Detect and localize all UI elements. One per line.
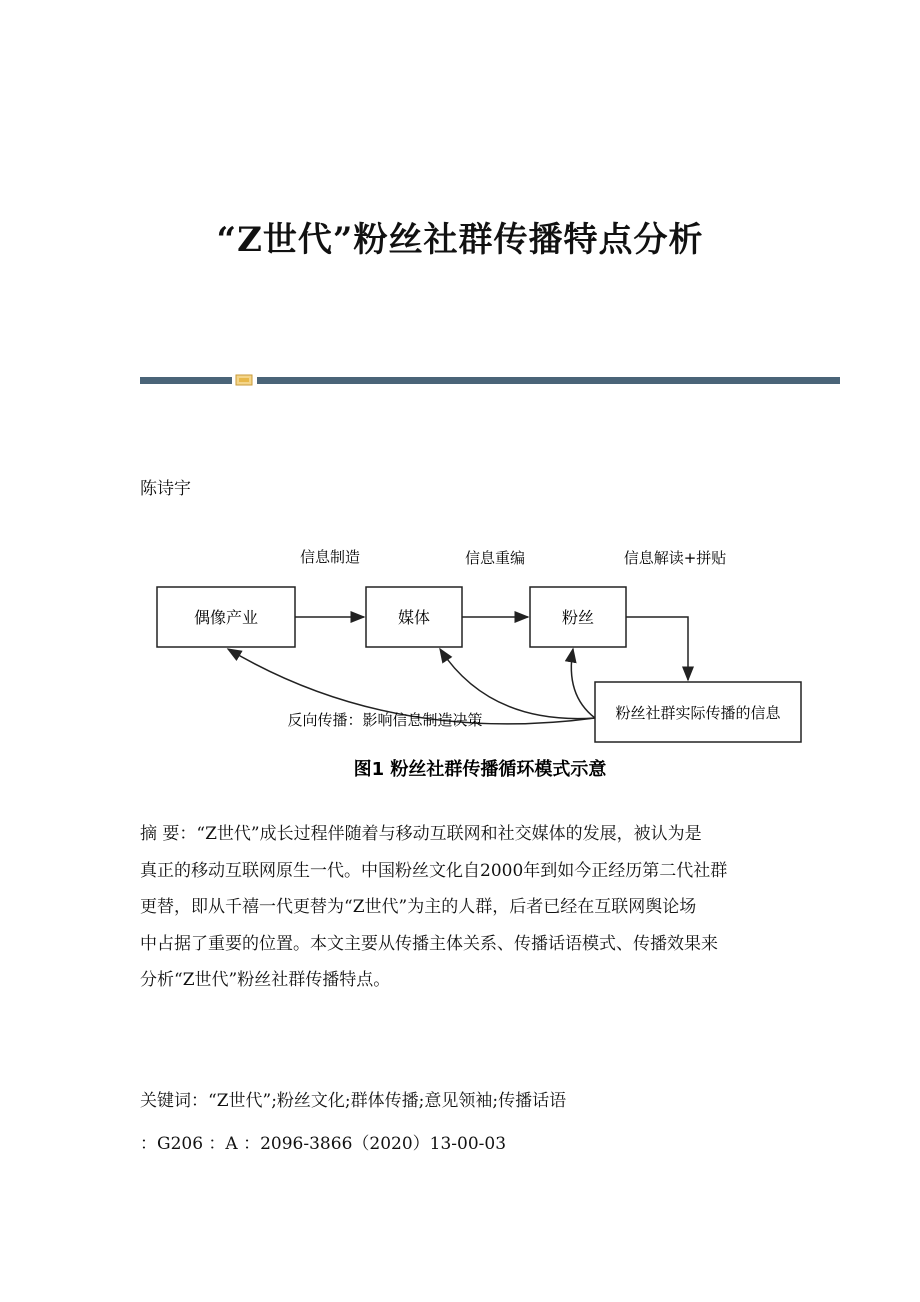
label-reverse-propagation: 反向传播：影响信息制造决策 xyxy=(287,711,483,729)
abstract-line: 分析“Z世代”粉丝社群传播特点。 xyxy=(140,970,391,990)
label-info-make: 信息制造 xyxy=(299,548,361,566)
abstract-line: 真正的移动互联网原生一代。中国粉丝文化自2000年到如今正经历第二代社群 xyxy=(140,860,728,881)
divider-ornament-icon xyxy=(235,374,253,386)
box-actual-info-label: 粉丝社群实际传播的信息 xyxy=(615,704,781,722)
abstract-line: 更替，即从千禧一代更替为“Z世代”为主的人群，后者已经在互联网舆论场 xyxy=(140,897,697,917)
keywords-line: 关键词：“Z世代”;粉丝文化;群体传播;意见领袖;传播话语 xyxy=(140,1091,567,1111)
abstract-line: 摘 要：“Z世代”成长过程伴随着与移动互联网和社交媒体的发展，被认为是 xyxy=(140,824,702,844)
figure-caption: 图1 粉丝社群传播循环模式示意 xyxy=(353,759,607,780)
abstract-block xyxy=(140,816,780,999)
classification-line: ：G206 ：A ：2096-3866（2020）13-00-03 xyxy=(140,1134,507,1154)
author-name: 陈诗宇 xyxy=(140,479,191,499)
diagram-svg xyxy=(140,535,820,795)
abstract-line: 中占据了重要的位置。本文主要从传播主体关系、传播话语模式、传播效果来 xyxy=(140,933,718,954)
divider-bar-left xyxy=(140,377,232,384)
title-divider xyxy=(140,374,840,386)
document-title: “Z世代”粉丝社群传播特点分析 xyxy=(216,220,704,260)
arrow-fans-to-info xyxy=(626,617,688,680)
divider-bar-right xyxy=(257,377,840,384)
figure-diagram xyxy=(140,535,820,795)
box-fans-label: 粉丝 xyxy=(561,608,595,627)
label-info-decode: 信息解读+拼贴 xyxy=(623,549,727,567)
box-idol-industry-label: 偶像产业 xyxy=(193,608,259,627)
arrow-reverse-to-fans xyxy=(571,649,595,718)
box-media-label: 媒体 xyxy=(397,608,431,627)
label-info-reedit: 信息重编 xyxy=(464,549,526,567)
